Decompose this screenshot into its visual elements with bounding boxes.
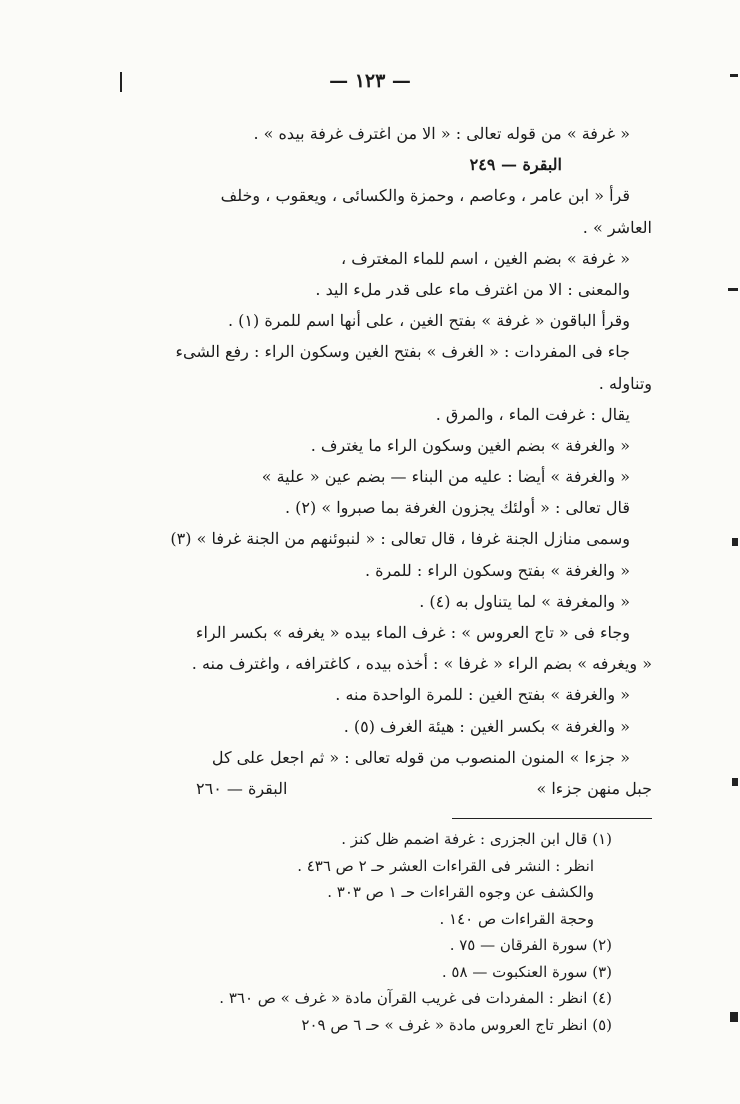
page-number: — ١٢٣ —: [329, 70, 411, 92]
main-text: [86, 118, 652, 804]
text-line: « غرفة » بضم الغين ، اسم للماء المغترف ،: [341, 248, 630, 268]
text-line-with-reference: [86, 773, 652, 804]
text-line: وسمى منازل الجنة غرفا ، قال تعالى : « لنبوئنهم من الجنة غرفا » (٣): [170, 529, 630, 549]
verse-reference: البقرة — ٢٤٩: [469, 155, 562, 175]
footnote-line: (٣) سورة العنكبوت — ٥٨ .: [441, 962, 612, 981]
text-line: جاء فى المفردات : « الغرف » بفتح الغين وسكون الراء : رفع الشىء: [175, 342, 630, 362]
footnote-line: (٢) سورة الفرقان — ٧٥ .: [449, 936, 612, 954]
scan-mark: [732, 778, 738, 786]
footnote-line: (٤) انظر : المفردات فى غريب القرآن مادة « غرف » ص ٣٦٠ .: [219, 989, 612, 1007]
footnote-line: (١) قال ابن الجزرى : غرفة اضمم ظل كنز .: [341, 830, 612, 848]
footnote-line: (٥) انظر تاج العروس مادة « غرف » حـ ٦ ص ٢٠٩: [301, 1015, 612, 1034]
text-line: « ويغرفه » بضم الراء « غرفا » : أخذه بيده ، كاغترافه ، واغترف منه .: [191, 654, 652, 674]
scan-mark: [732, 538, 738, 546]
footnote-divider: [452, 818, 652, 819]
text-line: « والغرفة » بكسر الغين : هيئة الغرف (٥) .: [343, 716, 630, 736]
text-line: العاشر » .: [582, 217, 652, 237]
text-line: « والمغرفة » لما يتناول به (٤) .: [419, 591, 630, 611]
scan-mark: [120, 72, 122, 92]
text-line: قرأ « ابن عامر ، وعاصم ، وحمزة والكسائى ، ويعقوب ، وخلف: [220, 186, 630, 206]
text-line: « جزءا » المنون المنصوب من قوله تعالى : « ثم اجعل على كل: [211, 747, 630, 767]
text-line: « والغرفة » بفتح وسكون الراء : للمرة .: [365, 560, 630, 580]
text-line: يقال : غرفت الماء ، والمرق .: [435, 404, 630, 424]
footnotes: [112, 826, 612, 1038]
text-line: قال تعالى : « أولئك يجزون الغرفة بما صبروا » (٢) .: [284, 498, 630, 518]
text-line: « غرفة » من قوله تعالى : « الا من اغترف غرفة بيده » .: [253, 124, 630, 143]
text-line: وجاء فى « تاج العروس » : غرف الماء بيده « يغرفه » بكسر الراء: [195, 623, 630, 642]
verse-reference: البقرة — ٢٦٠: [196, 778, 288, 798]
text-line: « والغرفة » أيضا : عليه من البناء — بضم عين « علية »: [261, 467, 630, 487]
scan-mark: [728, 288, 738, 291]
text-line: وتناوله .: [598, 373, 652, 393]
scan-mark: [730, 74, 738, 77]
footnote-line: وحجة القراءات ص ١٤٠ .: [439, 909, 594, 928]
text-line: « والغرفة » بضم الغين وسكون الراء ما يغترف .: [310, 435, 630, 455]
footnote-line: انظر : النشر فى القراءات العشر حـ ٢ ص ٤٣٦ .: [297, 856, 594, 875]
footnote-line: والكشف عن وجوه القراءات حـ ١ ص ٣٠٣ .: [327, 883, 594, 901]
text-line: والمعنى : الا من اغترف ماء على قدر ملء اليد .: [315, 279, 630, 299]
scan-mark: [730, 1012, 738, 1022]
text-line: جبل منهن جزءا »: [536, 778, 652, 798]
text-line: وقرأ الباقون « غرفة » بفتح الغين ، على أنها اسم للمرة (١) .: [228, 311, 630, 331]
text-line: « والغرفة » بفتح الغين : للمرة الواحدة منه .: [335, 685, 630, 705]
